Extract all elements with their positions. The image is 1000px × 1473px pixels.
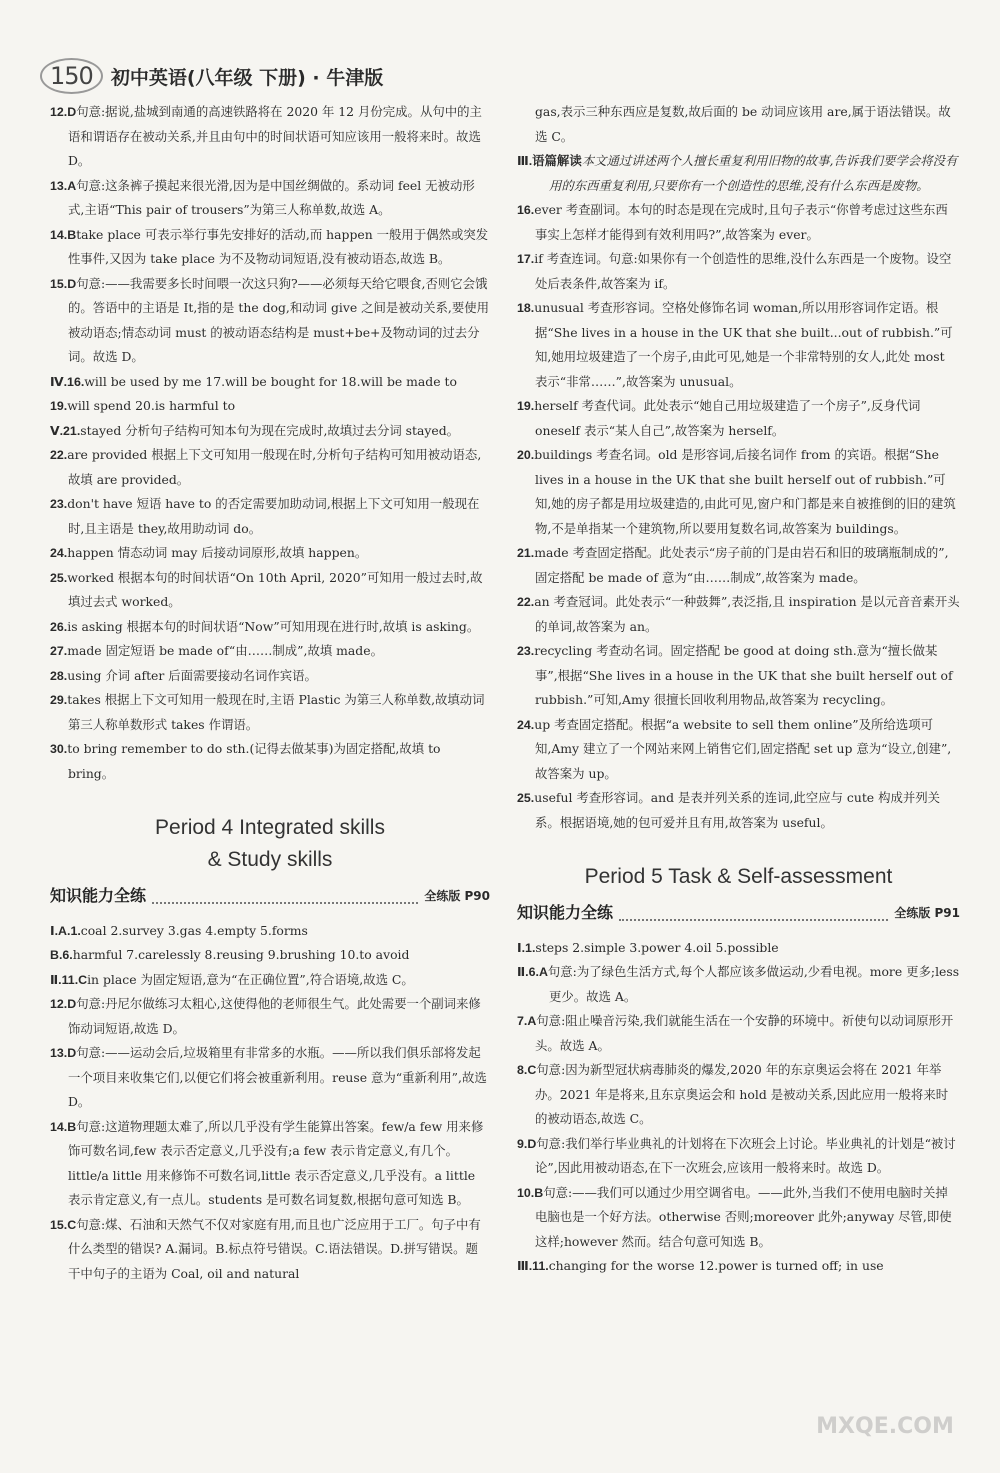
answer-text: 句意:因为新型冠状病毒肺炎的爆发,2020 年的东京奥运会将在 2021 年举办。2021 年是将来,且东京奥运会和 hold 是被动关系,因此应用一般将来时的被动语态,故选 C。 xyxy=(535,1062,949,1126)
answer-entry xyxy=(50,100,490,174)
answer-entry xyxy=(50,737,490,786)
answer-number: Ⅰ.A.1. xyxy=(50,923,81,938)
answer-number: 19. xyxy=(50,399,68,413)
answer-entry xyxy=(517,443,960,541)
answer-entry xyxy=(517,786,960,835)
answer-text: an 考查冠词。此处表示“一种鼓舞”,表泛指,且 inspiration 是以元音音素开头的单词,故答案为 an。 xyxy=(534,594,960,634)
answer-text: 句意:煤、石油和天然气不仅对家庭有用,而且也广泛应用于工厂。句子中有什么类型的错误? A.漏词。B.标点符号错误。C.语法错误。D.拼写错误。题干中句子的主语为 Coal, oil and natural xyxy=(68,1216,481,1281)
dotted-rule xyxy=(619,919,888,921)
answer-text: happen 情态动词 may 后接动词原形,故填 happen。 xyxy=(67,545,368,560)
answer-number: 23. xyxy=(517,644,535,658)
answer-number: B.6. xyxy=(50,948,73,962)
answer-entry xyxy=(50,688,490,737)
answer-entry xyxy=(517,1132,960,1181)
answer-entry xyxy=(517,100,960,149)
answer-number: 21. xyxy=(517,546,535,560)
answer-entry xyxy=(517,198,960,247)
answer-number: 7.A xyxy=(517,1014,537,1028)
answer-number: Ⅰ.1. xyxy=(517,940,536,955)
answer-number: Ⅱ.6.A xyxy=(517,965,548,979)
answer-entry xyxy=(50,272,490,370)
answer-number: 26. xyxy=(50,619,68,634)
section-bar-ref: 全练版 P90 xyxy=(424,889,490,903)
period4-title-line2: & Study skills xyxy=(207,848,333,871)
answer-entry xyxy=(517,296,960,394)
left-column xyxy=(50,100,490,1286)
answer-text: 本文通过讲述两个人擅长重复利用旧物的故事,告诉我们要学会将没有用的东西重复利用,只要你有一个创造性的思维,没有什么东西是废物。 xyxy=(549,153,958,193)
answer-entry xyxy=(517,541,960,590)
answer-text: 句意:这条裤子摸起来很光滑,因为是中国丝绸做的。系动词 feel 无被动形式,主语“This pair of trousers”为第三人称单数,故选 A。 xyxy=(68,177,475,217)
watermark-logo xyxy=(800,1375,970,1445)
answer-entry xyxy=(50,919,490,944)
answer-entry xyxy=(50,1115,490,1213)
answer-number: Ⅲ.11. xyxy=(517,1259,549,1273)
answer-number: Ⅱ.11.C xyxy=(50,972,88,987)
answer-text: harmful 7.carelessly 8.reusing 9.brushing 10.to avoid xyxy=(72,947,410,962)
period4-heading xyxy=(50,812,490,876)
answer-number: 14.B xyxy=(50,227,77,242)
answer-entry xyxy=(517,590,960,639)
answer-text: steps 2.simple 3.power 4.oil 5.possible xyxy=(535,939,779,955)
answer-entry xyxy=(517,149,960,198)
answer-text: is asking 根据本句的时间状语“Now”可知用现在进行时,故填 is asking。 xyxy=(67,618,480,634)
answer-number: 14.B xyxy=(50,1119,77,1134)
answer-entry xyxy=(517,1181,960,1255)
answer-entry xyxy=(50,664,490,689)
answer-number: Ⅳ.16. xyxy=(50,374,85,389)
answer-number: 15.D xyxy=(50,276,77,291)
answer-text: changing for the worse 12.power is turned off; in use xyxy=(548,1258,884,1273)
answer-entry xyxy=(50,968,490,993)
answer-number: 16. xyxy=(517,203,535,217)
answer-entry xyxy=(50,541,490,566)
answer-entry xyxy=(50,223,490,272)
answer-number: 27. xyxy=(50,644,68,658)
period4-title-line1: Period 4 Integrated skills xyxy=(155,816,385,839)
answer-text: take place 可表示举行事先安排好的活动,而 happen 一般用于偶然或突发性事件,又因为 take place 为不及物动词短语,没有被动语态,故选 B。 xyxy=(68,226,489,266)
answer-entry xyxy=(517,713,960,787)
answer-text: made 固定短语 be made of“由……制成”,故填 made。 xyxy=(67,643,383,658)
answer-number: 29. xyxy=(50,693,68,707)
period5-heading xyxy=(517,861,960,893)
answer-number: 17. xyxy=(517,252,535,266)
section-bar-title: 知识能力全练 xyxy=(517,903,614,922)
page-number: 150 xyxy=(40,58,103,94)
period5-title: Period 5 Task & Self-assessment xyxy=(584,865,893,888)
answer-text: made 考查固定搭配。此处表示“房子前的门是由岩石和旧的玻璃瓶制成的”,固定搭配 be made of 意为“由……制成”,故答案为 made。 xyxy=(534,545,949,585)
answer-text: 句意:——我需要多长时间喂一次这只狗?——必须每天给它喂食,否则它会饿的。答语中的主语是 It,指的是 the dog,和动词 give 之间是被动关系,要使用被动语态;情态动词 must 的被动语态结构是 must+be+及物动词的过去分词。故选 D。 xyxy=(68,275,489,364)
answer-text: 句意:我们举行毕业典礼的计划将在下次班会上讨论。毕业典礼的计划是“被讨论”,因此用被动语态,在下一次班会,应该用一般将来时。故选 D。 xyxy=(535,1135,956,1175)
answer-entry xyxy=(50,566,490,615)
answer-entry xyxy=(50,419,490,444)
right-answer-list-2 xyxy=(517,936,960,1279)
answer-text: stayed 分析句子结构可知本句为现在完成时,故填过去分词 stayed。 xyxy=(80,422,460,438)
answer-text: takes 根据上下文可知用一般现在时,主语 Plastic 为第三人称单数,故填动词第三人称单数形式 takes 作谓语。 xyxy=(67,692,485,732)
answer-number: 23. xyxy=(50,497,68,511)
answer-entry xyxy=(517,960,960,1009)
answer-text: will be used by me 17.will be bought for 18.will be made to xyxy=(84,373,457,389)
answer-text: unusual 考查形容词。空格处修饰名词 woman,所以用形容词作定语。根据“She lives in a house in the UK that she built...out of rubbish.”可知,她用垃圾建造了一个房子,由此可见,她是一个非常特别的女人,此处 most 表示“非常……”,故答案为 unusual。 xyxy=(534,300,953,389)
answer-text: up 考查固定搭配。根据“a website to sell them online”及所给选项可知,Amy 建立了一个网站来网上销售它们,固定搭配 set up 意为“设立,创建”,故答案为 up。 xyxy=(534,716,952,781)
book-title: 初中英语(八年级 下册) · 牛津版 xyxy=(110,66,384,89)
answer-text: 句意:——运动会后,垃圾箱里有非常多的水瓶。——所以我们俱乐部将发起一个项目来收集它们,以便它们将会被重新利用。reuse 意为“重新利用”,故选 D。 xyxy=(68,1045,487,1109)
answer-text: 句意:丹尼尔做练习太粗心,这使得他的老师很生气。此处需要一个副词来修饰动词短语,故选 D。 xyxy=(68,996,481,1036)
section-bar-ref: 全练版 P91 xyxy=(894,906,960,920)
answer-number: 25. xyxy=(50,570,68,585)
answer-number: 19. xyxy=(517,399,535,413)
answer-text: in place 为固定短语,意为“在正确位置”,符合语境,故选 C。 xyxy=(87,971,414,987)
right-column xyxy=(517,100,960,1279)
answer-text: don't have 短语 have to 的否定需要加助动词,根据上下文可知用一般现在时,且主语是 they,故用助动词 do。 xyxy=(67,496,480,536)
answer-entry xyxy=(50,615,490,640)
answer-number: 10.B xyxy=(517,1185,544,1200)
answer-text: coal 2.survey 3.gas 4.empty 5.forms xyxy=(80,922,308,938)
answer-text: using 介词 after 后面需要接动名词作宾语。 xyxy=(67,667,317,683)
dotted-rule xyxy=(152,902,418,904)
answer-text: are provided 根据上下文可知用一般现在时,分析句子结构可知用被动语态,故填 are provided。 xyxy=(67,447,482,487)
answer-text: 句意:这道物理题太难了,所以几乎没有学生能算出答案。few/a few 用来修饰可数名词,few 表示否定意义,几乎没有;a few 表示肯定意义,有几个。little/a little 用来修饰不可数名词,little 表示否定意义,几乎没有。a little 表示肯定意义,有一点儿。students 是可数名词复数,根据句意可知选 B。 xyxy=(68,1118,484,1207)
answer-entry xyxy=(517,394,960,443)
answer-entry xyxy=(517,936,960,961)
left-answer-list xyxy=(50,100,490,786)
answer-entry xyxy=(50,639,490,664)
answer-entry xyxy=(517,1254,960,1279)
answer-entry xyxy=(50,992,490,1041)
section-bar-left xyxy=(50,884,490,909)
answer-entry xyxy=(50,443,490,492)
answer-text: recycling 考查动名词。固定搭配 be good at doing sth.意为“擅长做某事”,根据“She lives in a house in the UK that she built herself out of rubbish.”可知,Amy 很擅长回收利用物品,故答案为 recycling。 xyxy=(534,643,953,707)
answer-text: useful 考查形容词。and 是表并列关系的连词,此空应与 cute 构成并列关系。根据语境,她的包可爱并且有用,故答案为 useful。 xyxy=(534,790,941,830)
answer-text: will spend 20.is harmful to xyxy=(67,398,236,413)
answer-text: if 考查连词。句意:如果你有一个创造性的思维,没什么东西是一个废物。设空处后表条件,故答案为 if。 xyxy=(534,251,952,291)
answer-text: herself 考查代词。此处表示“她自己用垃圾建造了一个房子”,反身代词 oneself 表示“某人自己”,故答案为 herself。 xyxy=(534,398,921,438)
answer-entry xyxy=(50,370,490,395)
answer-number: 13.A xyxy=(50,178,77,193)
answer-number: 12.D xyxy=(50,105,77,119)
answer-number: Ⅲ.语篇解读 xyxy=(517,154,582,168)
answer-entry xyxy=(50,1041,490,1115)
answer-number: 9.D xyxy=(517,1136,537,1151)
answer-number: 24. xyxy=(517,717,535,732)
answer-text: buildings 考查名词。old 是形容词,后接名词作 from 的宾语。根据“She lives in a house in the UK that she built herself out of rubbish.”可知,她的房子都是用垃圾建造的,由此可见,窗户和门都是来自被推倒的旧的建筑物,不是单指某一个建筑物,所以要用复数名词,故答案为 buildings。 xyxy=(534,447,956,536)
answer-text: gas,表示三种东西应是复数,故后面的 be 动词应该用 are,属于语法错误。故选 C。 xyxy=(535,104,951,144)
answer-entry xyxy=(517,639,960,713)
answer-text: to bring remember to do sth.(记得去做某事)为固定搭配,故填 to bring。 xyxy=(67,741,441,781)
answer-entry xyxy=(50,394,490,419)
answer-number: 30. xyxy=(50,742,68,756)
watermark-text: MXQE.COM xyxy=(816,1414,954,1439)
left-answer-list-2 xyxy=(50,919,490,1287)
answer-text: 句意:——我们可以通过少用空调省电。——此外,当我们不使用电脑时关掉电脑也是一个好方法。otherwise 否则;moreover 此外;anyway 尽管,即使这样;however 然而。结合句意可知选 B。 xyxy=(535,1184,952,1249)
answer-number: 22. xyxy=(50,448,68,462)
right-answer-list xyxy=(517,100,960,835)
answer-text: 句意:据说,盐城到南通的高速铁路将在 2020 年 12 月份完成。从句中的主语和谓语存在被动关系,并且由句中的时间状语可知应该用一般将来时。故选 D。 xyxy=(68,104,482,168)
answer-entry xyxy=(50,492,490,541)
answer-number: 15.C xyxy=(50,1217,77,1232)
answer-text: 句意:阻止噪音污染,我们就能生活在一个安静的环境中。祈使句以动词原形开头。故选 A。 xyxy=(535,1013,954,1053)
answer-number: 20. xyxy=(517,448,535,462)
answer-number: 22. xyxy=(517,595,535,609)
page-header xyxy=(40,58,383,94)
answer-number: 24. xyxy=(50,546,68,560)
section-bar-right xyxy=(517,901,960,926)
answer-entry xyxy=(50,943,490,968)
answer-number: 18. xyxy=(517,301,535,315)
answer-text: ever 考查副词。本句的时态是现在完成时,且句子表示“你曾考虑过这些东西事实上怎样才能得到有效利用吗?”,故答案为 ever。 xyxy=(534,202,948,242)
answer-entry xyxy=(517,1009,960,1058)
answer-number: Ⅴ.21. xyxy=(50,423,81,438)
answer-number: 28. xyxy=(50,668,68,683)
answer-number: 8.C xyxy=(517,1063,537,1077)
section-bar-title: 知识能力全练 xyxy=(50,886,147,905)
answer-number: 25. xyxy=(517,791,535,805)
answer-text: worked 根据本句的时间状语“On 10th April, 2020”可知用一般过去时,故填过去式 worked。 xyxy=(67,569,483,609)
answer-number: 12.D xyxy=(50,997,77,1011)
answer-number: 13.D xyxy=(50,1046,77,1060)
answer-entry xyxy=(517,1058,960,1132)
answer-entry xyxy=(50,1213,490,1287)
answer-entry xyxy=(50,174,490,223)
answer-text: 句意:为了绿色生活方式,每个人都应该多做运动,少看电视。more 更多;less 更少。故选 A。 xyxy=(547,964,960,1004)
answer-entry xyxy=(517,247,960,296)
